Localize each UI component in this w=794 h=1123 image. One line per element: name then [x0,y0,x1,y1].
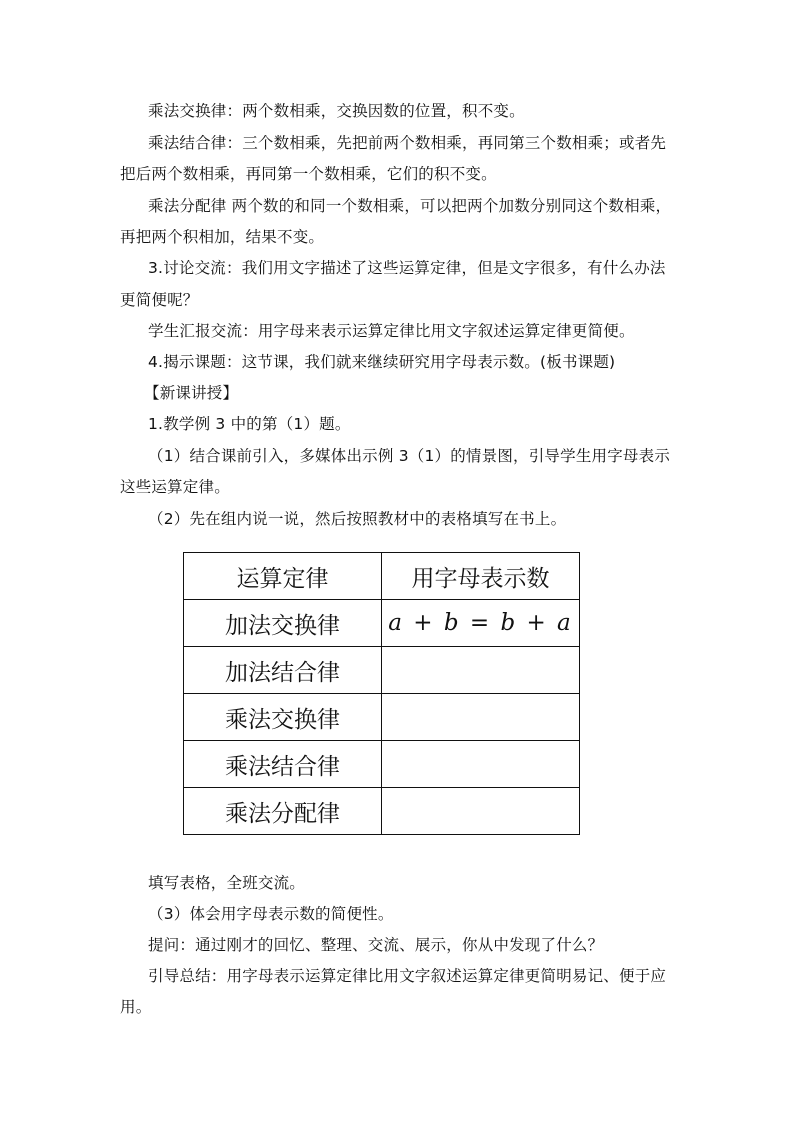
paragraph-multiplication-associative-2: 把后两个数相乘，再同第一个数相乘，它们的积不变。 [120,165,497,183]
table-row [184,741,580,788]
section-heading-new-lesson: 【新课讲授】 [144,384,239,402]
paragraph-question: 提问：通过刚才的回忆、整理、交流、展示，你从中发现了什么？ [148,936,604,954]
table-cell-formula [382,647,580,694]
table-header-cell: 运算定律 [184,553,382,600]
paragraph-multiplication-commutative: 乘法交换律：两个数相乘，交换因数的位置，积不变。 [148,102,525,120]
table-row [184,600,580,647]
table-cell-law: 加法交换律 [184,600,382,647]
paragraph-summary-1: 引导总结：用字母表示运算定律比用文字叙述运算定律更简明易记、便于应 [148,967,667,985]
table-cell-formula: a + b = b + a [382,600,580,647]
table-cell-law: 乘法交换律 [184,694,382,741]
paragraph-step-2: （2）先在组内说一说，然后按照教材中的表格填写在书上。 [148,510,567,528]
table-cell-law: 加法结合律 [184,647,382,694]
paragraph-step-3: （3）体会用字母表示数的简便性。 [148,905,394,923]
table-cell-formula [382,694,580,741]
table-header-cell: 用字母表示数 [382,553,580,600]
table-row [184,788,580,835]
table-cell-law: 乘法结合律 [184,741,382,788]
paragraph-reveal-topic: 4.揭示课题：这节课，我们就来继续研究用字母表示数。(板书课题) [148,353,616,371]
paragraph-student-report: 学生汇报交流：用字母来表示运算定律比用文字叙述运算定律更简便。 [148,322,635,340]
table-header-row [184,553,580,600]
paragraph-summary-2: 用。 [120,998,152,1016]
paragraph-step-1a: （1）结合课前引入，多媒体出示例 3（1）的情景图，引导学生用字母表示 [148,447,671,465]
paragraph-fill-table: 填写表格，全班交流。 [148,874,306,892]
paragraph-multiplication-associative-1: 乘法结合律：三个数相乘，先把前两个数相乘，再同第三个数相乘；或者先 [148,134,667,152]
paragraph-discussion-2: 更简便呢？ [120,291,199,309]
paragraph-example-3: 1.教学例 3 中的第（1）题。 [148,415,351,433]
paragraph-multiplication-distributive-2: 再把两个积相加，结果不变。 [120,228,325,246]
operation-laws-table [183,552,580,835]
table-row [184,647,580,694]
paragraph-discussion-1: 3.讨论交流：我们用文字描述了这些运算定律，但是文字很多，有什么办法 [148,259,666,277]
table-cell-formula [382,741,580,788]
paragraph-step-1b: 这些运算定律。 [120,478,230,496]
table-cell-formula [382,788,580,835]
table-row [184,694,580,741]
table-cell-law: 乘法分配律 [184,788,382,835]
paragraph-multiplication-distributive-1: 乘法分配律 两个数的和同一个数相乘，可以把两个加数分别同这个数相乘， [148,197,672,215]
